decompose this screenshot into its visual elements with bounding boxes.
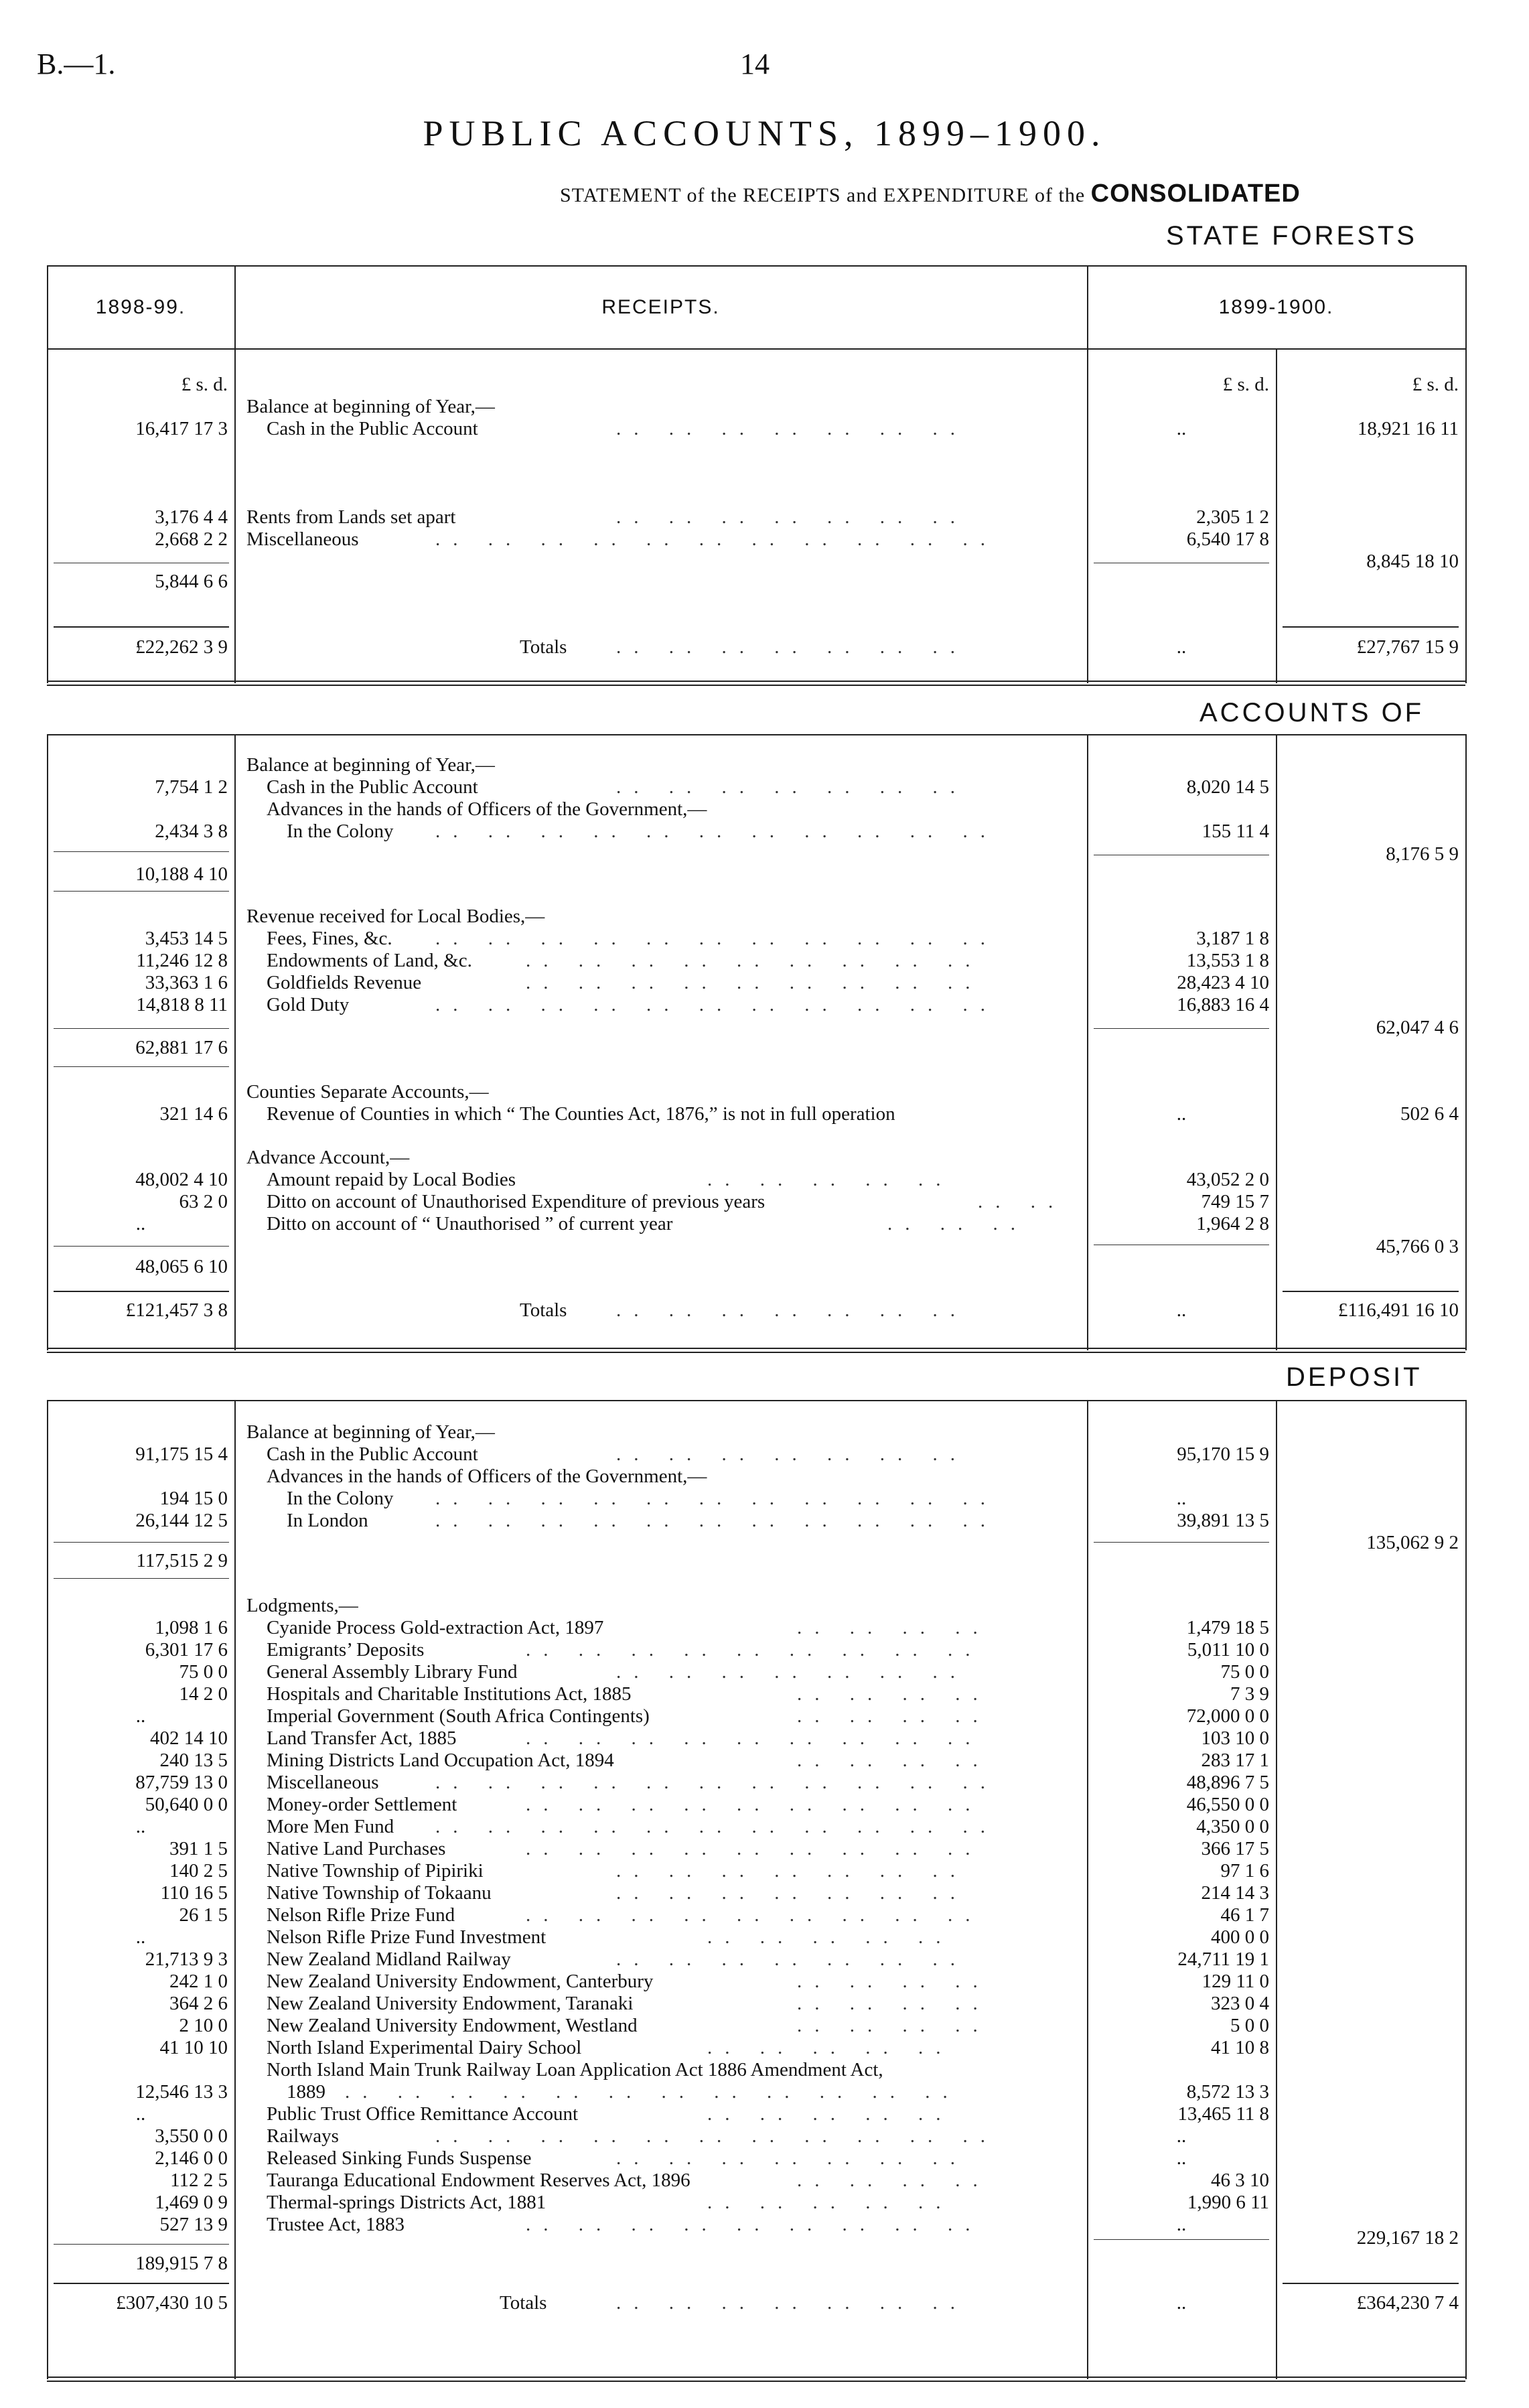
row-label: Revenue of Counties in which “ The Counties Act, 1876,” is not in full operation (267, 1103, 895, 1125)
row-detail-value: .. (1176, 2125, 1187, 2147)
row-label: Tauranga Educational Endowment Reserves Act, 1896 (267, 2170, 690, 2191)
totals-prev: £121,457 3 8 (125, 1299, 228, 1321)
subtotal-rule (54, 1578, 229, 1579)
row-prev-value: 1,469 0 9 (155, 2192, 228, 2213)
dot-leader: .. .. .. .. .. (707, 2192, 954, 2213)
dot-leader: .. .. .. .. .. .. .. (616, 2147, 968, 2169)
dot-leader: .. .. .. .. .. .. .. .. .. .. .. (435, 994, 998, 1015)
column-rule (1276, 1400, 1277, 2379)
dot-leader: .. .. .. .. .. .. .. (616, 776, 968, 798)
subtotal-rule (54, 1066, 229, 1067)
row-label: Miscellaneous (246, 528, 359, 550)
row-detail-value: 400 0 0 (1211, 1926, 1269, 1948)
totals-rule (1283, 2283, 1459, 2284)
row-prev-value: 41 10 10 (159, 2037, 228, 2058)
dot-leader: .. .. .. .. .. (707, 1169, 954, 1190)
row-prev-value: 75 0 0 (179, 1661, 228, 1683)
row-detail-value: 46 3 10 (1211, 2170, 1269, 2191)
statement-bold: CONSOLIDATED (1090, 180, 1301, 208)
row-prev-value: 33,363 1 6 (145, 972, 228, 993)
totals-label: Totals (500, 2292, 547, 2314)
row-label: Mining Districts Land Occupation Act, 1894 (267, 1750, 614, 1771)
subtotal-curr: 45,766 0 3 (1376, 1236, 1459, 1257)
row-detail-value: .. (1176, 1488, 1187, 1509)
row-prev-value: 63 2 0 (179, 1191, 228, 1212)
row-detail-value: 97 1 6 (1220, 1860, 1269, 1882)
row-detail-value: 1,990 6 11 (1187, 2192, 1269, 2213)
row-prev-value: 364 2 6 (169, 1993, 228, 2014)
dot-leader: .. .. .. .. (797, 1617, 991, 1638)
counties-heading: Counties Separate Accounts,— (246, 1081, 489, 1103)
dot-leader: .. .. .. .. .. .. .. .. .. .. .. (435, 821, 998, 842)
document-reference: B.—1. (37, 48, 116, 80)
row-label: In the Colony (287, 1488, 394, 1509)
row-detail-value: .. (1176, 2214, 1187, 2235)
row-detail-value: 6,540 17 8 (1186, 528, 1269, 550)
totals-curr: £27,767 15 9 (1356, 636, 1459, 658)
row-prev-value: 242 1 0 (169, 1971, 228, 1992)
row-label: Amount repaid by Local Bodies (267, 1169, 516, 1190)
dot-leader: .. .. (978, 1191, 1066, 1212)
subtotal-rule (54, 2244, 229, 2245)
row-prev-value: 391 1 5 (169, 1838, 228, 1859)
row-detail-value: 5,011 10 0 (1187, 1639, 1269, 1660)
row-prev-value: 402 14 10 (150, 1727, 228, 1749)
table-border (1465, 265, 1467, 683)
row-prev-value: 14 2 0 (179, 1683, 228, 1705)
page-title: PUBLIC ACCOUNTS, 1899–1900. (423, 113, 1106, 153)
row-label: General Assembly Library Fund (267, 1661, 518, 1683)
column-rule (234, 734, 236, 1350)
row-detail-value: .. (1176, 1103, 1187, 1125)
row-label: Endowments of Land, &c. (267, 950, 472, 971)
row-prev-value: .. (135, 1705, 146, 1727)
row-label: Cyanide Process Gold-extraction Act, 1897 (267, 1617, 604, 1638)
revenue-heading: Revenue received for Local Bodies,— (246, 906, 545, 927)
balance-heading: Balance at beginning of Year,— (246, 754, 495, 776)
row-detail-value: 48,896 7 5 (1186, 1772, 1269, 1793)
totals-curr: £364,230 7 4 (1356, 2292, 1459, 2314)
row-label: Gold Duty (267, 994, 350, 1015)
table-border (1465, 1400, 1467, 2379)
row-label: In London (287, 1510, 368, 1531)
dot-leader: .. .. .. .. .. .. .. (616, 1949, 968, 1970)
row-label: Land Transfer Act, 1885 (267, 1727, 457, 1749)
table-border (47, 265, 1465, 267)
row-label: New Zealand University Endowment, Taranaki (267, 1993, 634, 2014)
dot-leader: .. .. .. .. .. .. .. .. .. .. .. (435, 928, 998, 949)
advances-heading: Advances in the hands of Officers of the Government,— (267, 798, 707, 820)
row-detail-value: 8,572 13 3 (1186, 2081, 1269, 2103)
row-label: Goldfields Revenue (267, 972, 422, 993)
row-prev-value: 26 1 5 (179, 1904, 228, 1926)
row-detail-value: 103 10 0 (1201, 1727, 1269, 1749)
totals-prev: £307,430 10 5 (116, 2292, 228, 2314)
row-detail-value: 46,550 0 0 (1186, 1794, 1269, 1815)
totals-detail: .. (1176, 2292, 1187, 2314)
row-label: Released Sinking Funds Suspense (267, 2147, 532, 2169)
column-rule (1087, 734, 1088, 1350)
subtotal-prev: 5,844 6 6 (155, 571, 228, 592)
row-prev-value: 3,176 4 4 (155, 506, 228, 528)
row-detail-value: 28,423 4 10 (1177, 972, 1269, 993)
subtotal-prev: 189,915 7 8 (135, 2253, 228, 2274)
dot-leader: .. .. .. .. (797, 1683, 991, 1705)
dot-leader: .. .. .. .. .. .. .. .. .. (526, 1904, 983, 1926)
row-label: Native Township of Tokaanu (267, 1882, 492, 1904)
row-prev-value: 91,175 15 4 (135, 1443, 228, 1465)
dot-leader: .. .. .. .. (797, 1993, 991, 2014)
table-border (47, 265, 48, 683)
row-label: Trustee Act, 1883 (267, 2214, 405, 2235)
row-detail-value: 2,305 1 2 (1196, 506, 1269, 528)
row-prev-value: 1,098 1 6 (155, 1617, 228, 1638)
row-prev-value: .. (135, 1926, 146, 1948)
table-bottom-rule (47, 1348, 1465, 1353)
column-rule (1087, 1400, 1088, 2379)
totals-curr: £116,491 16 10 (1337, 1299, 1459, 1321)
row-detail-value: 155 11 4 (1202, 821, 1269, 842)
balance-heading: Balance at beginning of Year,— (246, 1421, 495, 1443)
dot-leader: .. .. .. .. .. .. .. (616, 1882, 968, 1904)
header-rule (47, 348, 1465, 350)
row-detail-value: 7 3 9 (1230, 1683, 1269, 1705)
totals-rule (1283, 626, 1459, 628)
row-label: Ditto on account of “ Unauthorised ” of current year (267, 1213, 673, 1234)
deposit-label: DEPOSIT (1286, 1362, 1423, 1392)
row-label: Railways (267, 2125, 339, 2147)
subtotal-rule (54, 1028, 229, 1029)
subtotal-prev: 10,188 4 10 (135, 863, 228, 885)
dot-leader: .. .. .. .. .. .. .. (616, 636, 968, 658)
subtotal-prev: 48,065 6 10 (135, 1256, 228, 1277)
row-label: North Island Main Trunk Railway Loan Application Act 1886 Amendment Act, (267, 2059, 883, 2080)
row-prev-value: 26,144 12 5 (135, 1510, 228, 1531)
row-prev-value: .. (135, 1213, 146, 1234)
row-detail-value: 323 0 4 (1211, 1993, 1269, 2014)
row-detail-value: 39,891 13 5 (1177, 1510, 1269, 1531)
row-label: In the Colony (287, 821, 394, 842)
dot-leader: .. .. .. .. .. (707, 2037, 954, 2058)
accounts-label: ACCOUNTS OF (1199, 698, 1425, 727)
units-left: £ s. d. (181, 374, 228, 395)
row-detail-value: 1,964 2 8 (1196, 1213, 1269, 1234)
row-prev-value: 2 10 0 (179, 2015, 228, 2036)
row-label: Public Trust Office Remittance Account (267, 2103, 579, 2125)
row-prev-value: 12,546 13 3 (135, 2081, 228, 2103)
row-detail-value: 16,883 16 4 (1177, 994, 1269, 1015)
dot-leader: .. .. .. .. (797, 1750, 991, 1771)
dot-leader: .. .. .. .. .. .. .. .. .. (526, 972, 983, 993)
row-prev-value: 11,246 12 8 (136, 950, 228, 971)
dot-leader: .. .. .. .. .. .. .. .. .. .. .. (435, 1510, 998, 1531)
row-detail-value: 4,350 0 0 (1196, 1816, 1269, 1837)
dot-leader: .. .. .. .. (797, 1705, 991, 1727)
totals-label: Totals (520, 636, 567, 658)
row-detail-value: .. (1176, 418, 1187, 439)
row-label: Emigrants’ Deposits (267, 1639, 425, 1660)
dot-leader: .. .. .. .. .. .. .. .. .. .. .. (435, 1488, 998, 1509)
page-number: 14 (740, 48, 770, 80)
subtotal-rule (1094, 1028, 1269, 1029)
row-label: Rents from Lands set apart (246, 506, 456, 528)
subtotal-prev: 117,515 2 9 (136, 1550, 228, 1571)
column-rule (234, 1400, 236, 2379)
row-prev-value: .. (135, 1816, 146, 1837)
dot-leader: .. .. .. .. .. .. .. .. .. .. .. (435, 528, 998, 550)
row-prev-value: 110 16 5 (160, 1882, 228, 1904)
row-detail-value: 13,465 11 8 (1177, 2103, 1269, 2125)
row-label: Nelson Rifle Prize Fund (267, 1904, 455, 1926)
row-prev-value: 527 13 9 (159, 2214, 228, 2235)
row-detail-value: 46 1 7 (1220, 1904, 1269, 1926)
dot-leader: .. .. .. .. .. .. .. .. .. (526, 950, 983, 971)
row-total-value: 502 6 4 (1400, 1103, 1459, 1125)
dot-leader: .. .. .. .. (797, 2170, 991, 2191)
row-prev-value: 21,713 9 3 (145, 1949, 228, 1970)
row-prev-value: 16,417 17 3 (135, 418, 228, 439)
statement-prefix: STATEMENT of the RECEIPTS and EXPENDITURE of the (560, 184, 1086, 206)
row-label: Cash in the Public Account (267, 418, 478, 439)
row-label: New Zealand Midland Railway (267, 1949, 511, 1970)
dot-leader: .. .. .. .. .. .. .. (616, 1661, 968, 1683)
statement-heading (560, 180, 1301, 208)
row-label: Hospitals and Charitable Institutions Act, 1885 (267, 1683, 632, 1705)
row-detail-value: 129 11 0 (1202, 1971, 1269, 1992)
row-detail-value: .. (1176, 2147, 1187, 2169)
row-label: New Zealand University Endowment, Canterbury (267, 1971, 654, 1992)
row-label: Money-order Settlement (267, 1794, 457, 1815)
row-label: Cash in the Public Account (267, 1443, 478, 1465)
table-border (1465, 734, 1467, 1350)
row-detail-value: 24,711 19 1 (1177, 1949, 1269, 1970)
row-detail-value: 43,052 2 0 (1186, 1169, 1269, 1190)
row-prev-value: 2,146 0 0 (155, 2147, 228, 2169)
totals-rule (54, 1291, 229, 1292)
table-border (47, 1400, 1465, 1401)
subtotal-curr: 229,167 18 2 (1356, 2227, 1459, 2249)
row-prev-value: 2,668 2 2 (155, 528, 228, 550)
row-prev-value: 240 13 5 (159, 1750, 228, 1771)
dot-leader: .. .. .. .. .. .. .. .. .. (526, 2214, 983, 2235)
row-label: Fees, Fines, &c. (267, 928, 392, 949)
row-label: New Zealand University Endowment, Westland (267, 2015, 638, 2036)
row-total-value: 18,921 16 11 (1357, 418, 1459, 439)
row-prev-value: 3,550 0 0 (155, 2125, 228, 2147)
dot-leader: .. .. .. .. .. .. .. (616, 2292, 968, 2314)
subtotal-rule (54, 851, 229, 852)
subtotal-rule (54, 891, 229, 892)
row-prev-value: 3,453 14 5 (145, 928, 228, 949)
row-label: Thermal-springs Districts Act, 1881 (267, 2192, 547, 2213)
lodgments-heading: Lodgments,— (246, 1595, 358, 1616)
totals-rule (54, 626, 229, 628)
subtotal-curr: 8,845 18 10 (1366, 551, 1459, 572)
row-prev-value: 7,754 1 2 (155, 776, 228, 798)
dot-leader: .. .. .. .. (797, 1971, 991, 1992)
units-detail: £ s. d. (1222, 374, 1269, 395)
column-rule (1276, 734, 1277, 1350)
dot-leader: .. .. .. .. .. .. .. (616, 1860, 968, 1882)
row-label: Ditto on account of Unauthorised Expenditure of previous years (267, 1191, 766, 1212)
row-detail-value: 13,553 1 8 (1186, 950, 1269, 971)
prev-year-header: 1898-99. (95, 296, 186, 318)
row-label: Miscellaneous (267, 1772, 379, 1793)
row-detail-value: 41 10 8 (1211, 2037, 1269, 2058)
dot-leader: .. .. .. .. .. .. .. (616, 418, 968, 439)
row-label: North Island Experimental Dairy School (267, 2037, 582, 2058)
dot-leader: .. .. .. (887, 1213, 1028, 1234)
dot-leader: .. .. .. .. .. .. .. .. .. (526, 1838, 983, 1859)
dot-leader: .. .. .. .. (797, 2015, 991, 2036)
totals-rule (1283, 1291, 1459, 1292)
advances-heading: Advances in the hands of Officers of the Government,— (267, 1466, 707, 1487)
table-bottom-rule (47, 681, 1465, 686)
dot-leader: .. .. .. .. .. .. .. .. .. .. .. (435, 1772, 998, 1793)
column-rule (234, 265, 236, 683)
totals-rule (54, 2283, 229, 2284)
table-border (47, 734, 1465, 735)
dot-leader: .. .. .. .. .. .. .. (616, 506, 968, 528)
row-detail-value: 95,170 15 9 (1177, 1443, 1269, 1465)
row-prev-value: 50,640 0 0 (145, 1794, 228, 1815)
row-detail-value: 1,479 18 5 (1186, 1617, 1269, 1638)
column-rule (1276, 348, 1277, 683)
column-rule (1087, 265, 1088, 683)
row-label: More Men Fund (267, 1816, 394, 1837)
totals-detail: .. (1176, 636, 1187, 658)
row-detail-value: 283 17 1 (1201, 1750, 1269, 1771)
subtotal-curr: 62,047 4 6 (1376, 1017, 1459, 1038)
row-prev-value: 194 15 0 (159, 1488, 228, 1509)
row-label-continued: 1889 (287, 2081, 325, 2103)
dot-leader: .. .. .. .. .. .. .. .. .. (526, 1794, 983, 1815)
subtotal-rule (54, 1542, 229, 1543)
dot-leader: .. .. .. .. .. .. .. .. .. .. .. (435, 1816, 998, 1837)
subtotal-prev: 62,881 17 6 (135, 1037, 228, 1058)
row-detail-value: 72,000 0 0 (1186, 1705, 1269, 1727)
row-label: Nelson Rifle Prize Fund Investment (267, 1926, 547, 1948)
totals-label: Totals (520, 1299, 567, 1321)
totals-detail: .. (1176, 1299, 1187, 1321)
row-label: Native Land Purchases (267, 1838, 446, 1859)
row-detail-value: 749 15 7 (1201, 1191, 1269, 1212)
subtotal-rule (1094, 2239, 1269, 2240)
dot-leader: .. .. .. .. .. (707, 2103, 954, 2125)
row-detail-value: 214 14 3 (1201, 1882, 1269, 1904)
row-detail-value: 75 0 0 (1220, 1661, 1269, 1683)
row-detail-value: 5 0 0 (1230, 2015, 1269, 2036)
table-border (47, 734, 48, 1350)
dot-leader: .. .. .. .. .. .. .. .. .. .. .. .. (345, 2081, 960, 2103)
advance-heading: Advance Account,— (246, 1147, 410, 1168)
row-label: Imperial Government (South Africa Contingents) (267, 1705, 650, 1727)
row-prev-value: 140 2 5 (169, 1860, 228, 1882)
subtotal-curr: 135,062 9 2 (1366, 1532, 1459, 1553)
totals-prev: £22,262 3 9 (135, 636, 228, 658)
row-prev-value: 112 2 5 (170, 2170, 228, 2191)
dot-leader: .. .. .. .. .. .. .. .. .. .. .. (435, 2125, 998, 2147)
subtotal-rule (1094, 1542, 1269, 1543)
row-prev-value: 48,002 4 10 (135, 1169, 228, 1190)
dot-leader: .. .. .. .. .. .. .. (616, 1443, 968, 1465)
row-prev-value: .. (135, 2103, 146, 2125)
dot-leader: .. .. .. .. .. .. .. .. .. (526, 1639, 983, 1660)
row-detail-value: 366 17 5 (1201, 1838, 1269, 1859)
dot-leader: .. .. .. .. .. (707, 1926, 954, 1948)
curr-year-header: 1899-1900. (1218, 296, 1334, 318)
row-detail-value: 8,020 14 5 (1186, 776, 1269, 798)
table-bottom-rule (47, 2377, 1465, 2382)
row-prev-value: 87,759 13 0 (135, 1772, 228, 1793)
subtotal-rule (54, 1246, 229, 1247)
table-border (47, 1400, 48, 2379)
row-detail-value: 3,187 1 8 (1196, 928, 1269, 949)
row-prev-value: 321 14 6 (159, 1103, 228, 1125)
state-forests-label: STATE FORESTS (1166, 221, 1417, 251)
receipts-header: RECEIPTS. (601, 296, 720, 318)
dot-leader: .. .. .. .. .. .. .. .. .. (526, 1727, 983, 1749)
row-label: Cash in the Public Account (267, 776, 478, 798)
units-total: £ s. d. (1412, 374, 1459, 395)
subtotal-curr: 8,176 5 9 (1386, 843, 1459, 865)
balance-heading: Balance at beginning of Year,— (246, 396, 495, 417)
row-prev-value: 2,434 3 8 (155, 821, 228, 842)
row-label: Native Township of Pipiriki (267, 1860, 484, 1882)
row-prev-value: 6,301 17 6 (145, 1639, 228, 1660)
dot-leader: .. .. .. .. .. .. .. (616, 1299, 968, 1321)
row-prev-value: 14,818 8 11 (136, 994, 228, 1015)
